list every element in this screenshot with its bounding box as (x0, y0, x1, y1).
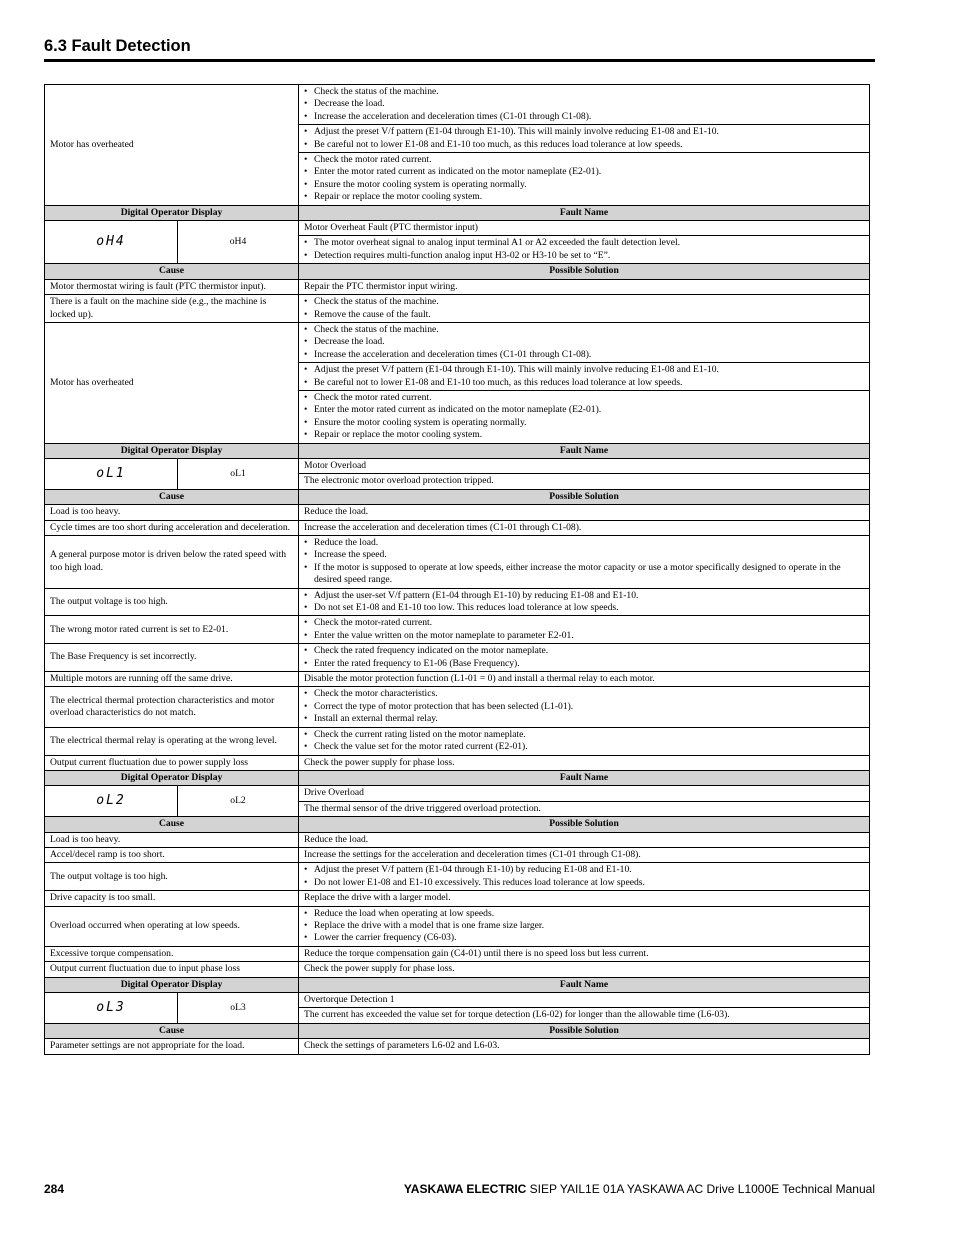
fault-name-header: Fault Name (299, 977, 870, 992)
bullet-item: • Ensure the motor cooling system is operating normally. (304, 417, 864, 429)
bullet-item: • Repair or replace the motor cooling system. (304, 429, 864, 441)
cause-cell: Drive capacity is too small. (45, 891, 299, 906)
bullet-item: • Enter the rated frequency to E1-06 (Base Frequency). (304, 658, 864, 670)
table-row (45, 687, 870, 727)
table-row (45, 1039, 870, 1054)
solution-cell (299, 85, 870, 125)
fault-row (45, 458, 870, 473)
table-row (45, 891, 870, 906)
solution-cell (299, 863, 870, 891)
cause-cell: The Base Frequency is set incorrectly. (45, 644, 299, 672)
fault-name: Motor Overheat Fault (PTC thermistor input) (299, 221, 870, 236)
bullet-item: • Do not set E1-08 and E1-10 too low. This reduces load tolerance at low speeds. (304, 602, 864, 614)
solution-cell: Reduce the load. (299, 505, 870, 520)
solution-cell: Reduce the load. (299, 832, 870, 847)
bullet-item: • Install an external thermal relay. (304, 713, 864, 725)
solution-cell (299, 644, 870, 672)
table-row (45, 946, 870, 961)
page-number: 284 (44, 1182, 65, 1196)
bullet-item: • Replace the drive with a model that is one frame size larger. (304, 920, 864, 932)
table-row (45, 616, 870, 644)
fault-name: Drive Overload (299, 786, 870, 801)
bullet-item: • Increase the acceleration and deceleration times (C1-01 through C1-08). (304, 349, 864, 361)
fault-code: oL1 (178, 458, 299, 489)
fault-description (299, 236, 870, 264)
header-row (45, 817, 870, 832)
bullet-item: • Enter the motor rated current as indicated on the motor nameplate (E2-01). (304, 404, 864, 416)
bullet-item: • Adjust the preset V/f pattern (E1-04 through E1-10) by reducing E1-08 and E1-10. (304, 864, 864, 876)
cause-cell: The output voltage is too high. (45, 863, 299, 891)
table-row (45, 520, 870, 535)
solution-cell (299, 153, 870, 206)
cause-cell: Overload occurred when operating at low speeds. (45, 906, 299, 946)
table-row (45, 588, 870, 616)
cause-cell: Excessive torque compensation. (45, 946, 299, 961)
bullet-item: • Check the value set for the motor rated current (E2-01). (304, 741, 864, 753)
cause-cell: Motor has overheated (45, 322, 299, 443)
bullet-item: • Increase the acceleration and deceleration times (C1-01 through C1-08). (304, 111, 864, 123)
table-row (45, 536, 870, 589)
fault-description: The electronic motor overload protection tripped. (299, 474, 870, 489)
bullet-item: • Check the motor characteristics. (304, 688, 864, 700)
bullet-item: • Check the status of the machine. (304, 296, 864, 308)
cause-cell: Motor thermostat wiring is fault (PTC thermistor input). (45, 279, 299, 294)
fault-code: oL3 (178, 993, 299, 1024)
table-row (45, 322, 870, 362)
display-header: Digital Operator Display (45, 770, 299, 785)
bullet-item: • Adjust the preset V/f pattern (E1-04 through E1-10). This will mainly involve reducing E1-08 and E1-10. (304, 126, 864, 138)
operator-display-glyph: oL2 (45, 786, 178, 817)
table-row (45, 505, 870, 520)
bullet-item: • Check the rated frequency indicated on the motor nameplate. (304, 645, 864, 657)
cause-cell: Load is too heavy. (45, 505, 299, 520)
bullet-item: • Adjust the user-set V/f pattern (E1-04 through E1-10) by reducing E1-08 and E1-10. (304, 590, 864, 602)
table-row (45, 847, 870, 862)
fault-name-header: Fault Name (299, 443, 870, 458)
fault-row (45, 993, 870, 1008)
cause-cell: The electrical thermal relay is operating at the wrong level. (45, 727, 299, 755)
bullet-item: • Lower the carrier frequency (C6-03). (304, 932, 864, 944)
cause-cell: Parameter settings are not appropriate for the load. (45, 1039, 299, 1054)
cause-cell: Load is too heavy. (45, 832, 299, 847)
table-row (45, 295, 870, 323)
fault-description: The thermal sensor of the drive triggered overload protection. (299, 801, 870, 816)
header-row (45, 264, 870, 279)
solution-cell (299, 616, 870, 644)
bullet-item: • Decrease the load. (304, 336, 864, 348)
table-row (45, 755, 870, 770)
solution-cell (299, 125, 870, 153)
table-row (45, 832, 870, 847)
fault-table-body (45, 85, 870, 1055)
section-title: 6.3 Fault Detection (44, 37, 191, 55)
table-row (45, 727, 870, 755)
solution-cell: Reduce the torque compensation gain (C4-01) until there is no speed loss but less current. (299, 946, 870, 961)
bullet-item: • Check the status of the machine. (304, 86, 864, 98)
solution-cell: Disable the motor protection function (L1-01 = 0) and install a thermal relay to each motor. (299, 672, 870, 687)
solution-cell (299, 322, 870, 362)
header-row (45, 205, 870, 220)
display-header: Digital Operator Display (45, 443, 299, 458)
bullet-item: • The motor overheat signal to analog input terminal A1 or A2 exceeded the fault detection level. (304, 237, 864, 249)
bullet-item: • Be careful not to lower E1-08 and E1-10 too much, as this reduces load tolerance at low speeds. (304, 139, 864, 151)
solution-cell (299, 390, 870, 443)
bullet-item: • Be careful not to lower E1-08 and E1-10 too much, as this reduces load tolerance at low speeds. (304, 377, 864, 389)
header-row (45, 977, 870, 992)
header-row (45, 443, 870, 458)
fault-table (44, 84, 870, 1055)
cause-header: Cause (45, 817, 299, 832)
bullet-item: • Check the motor rated current. (304, 154, 864, 166)
cause-header: Cause (45, 264, 299, 279)
bullet-item: • Adjust the preset V/f pattern (E1-04 through E1-10). This will mainly involve reducing E1-08 and E1-10. (304, 364, 864, 376)
bullet-item: • Reduce the load when operating at low speeds. (304, 908, 864, 920)
display-header: Digital Operator Display (45, 205, 299, 220)
cause-cell: The electrical thermal protection characteristics and motor overload characteristics do not match. (45, 687, 299, 727)
fault-name: Overtorque Detection 1 (299, 993, 870, 1008)
operator-display-glyph: oL3 (45, 993, 178, 1024)
solution-cell: Check the power supply for phase loss. (299, 962, 870, 977)
bullet-item: • Increase the speed. (304, 549, 864, 561)
solution-header: Possible Solution (299, 489, 870, 504)
solution-cell (299, 687, 870, 727)
header-row (45, 1023, 870, 1038)
cause-cell: The wrong motor rated current is set to E2-01. (45, 616, 299, 644)
fault-description: The current has exceeded the value set for torque detection (L6-02) for longer than the allowable time (L6-03). (299, 1008, 870, 1023)
cause-cell: A general purpose motor is driven below the rated speed with too high load. (45, 536, 299, 589)
header-row (45, 770, 870, 785)
solution-cell (299, 363, 870, 391)
bullet-item: • Check the status of the machine. (304, 324, 864, 336)
solution-cell (299, 906, 870, 946)
solution-header: Possible Solution (299, 1023, 870, 1038)
solution-cell: Replace the drive with a larger model. (299, 891, 870, 906)
table-row (45, 962, 870, 977)
operator-display-glyph: oH4 (45, 221, 178, 264)
solution-header: Possible Solution (299, 264, 870, 279)
footer-brand: YASKAWA ELECTRIC (403, 1182, 527, 1196)
table-row (45, 906, 870, 946)
solution-cell: Increase the settings for the acceleration and deceleration times (C1-01 through C1-08). (299, 847, 870, 862)
bullet-item: • Check the motor rated current. (304, 392, 864, 404)
cause-cell: Motor has overheated (45, 85, 299, 206)
cause-header: Cause (45, 1023, 299, 1038)
solution-cell (299, 727, 870, 755)
footer-manual: SIEP YAIL1E 01A YASKAWA AC Drive L1000E Technical Manual (526, 1182, 875, 1196)
fault-code: oL2 (178, 786, 299, 817)
solution-cell (299, 588, 870, 616)
fault-name-header: Fault Name (299, 770, 870, 785)
table-row (45, 672, 870, 687)
table-row (45, 644, 870, 672)
bullet-item: • Ensure the motor cooling system is operating normally. (304, 179, 864, 191)
table-row (45, 85, 870, 125)
cause-header: Cause (45, 489, 299, 504)
solution-cell: Check the settings of parameters L6-02 and L6-03. (299, 1039, 870, 1054)
solution-header: Possible Solution (299, 817, 870, 832)
fault-row (45, 221, 870, 236)
cause-cell: Cycle times are too short during acceleration and deceleration. (45, 520, 299, 535)
fault-row (45, 786, 870, 801)
bullet-item: • Remove the cause of the fault. (304, 309, 864, 321)
solution-cell (299, 295, 870, 323)
bullet-item: • Correct the type of motor protection that has been selected (L1-01). (304, 701, 864, 713)
solution-cell: Increase the acceleration and deceleration times (C1-01 through C1-08). (299, 520, 870, 535)
cause-cell: Output current fluctuation due to power supply loss (45, 755, 299, 770)
fault-code: oH4 (178, 221, 299, 264)
cause-cell: Output current fluctuation due to input phase loss (45, 962, 299, 977)
solution-cell: Repair the PTC thermistor input wiring. (299, 279, 870, 294)
cause-cell: Accel/decel ramp is too short. (45, 847, 299, 862)
bullet-item: • If the motor is supposed to operate at low speeds, either increase the motor capacity or use a motor specifically designed to operate in the desired speed range. (304, 562, 864, 587)
bullet-item: • Check the current rating listed on the motor nameplate. (304, 729, 864, 741)
table-row (45, 279, 870, 294)
table-row (45, 863, 870, 891)
footer-manual-title (404, 1182, 875, 1196)
bullet-item: • Check the motor-rated current. (304, 617, 864, 629)
cause-cell: The output voltage is too high. (45, 588, 299, 616)
solution-cell: Check the power supply for phase loss. (299, 755, 870, 770)
fault-name: Motor Overload (299, 458, 870, 473)
bullet-item: • Do not lower E1-08 and E1-10 excessively. This reduces load tolerance at low speeds. (304, 877, 864, 889)
bullet-item: • Detection requires multi-function analog input H3-02 or H3-10 be set to “E”. (304, 250, 864, 262)
header-row (45, 489, 870, 504)
cause-cell: Multiple motors are running off the same drive. (45, 672, 299, 687)
cause-cell: There is a fault on the machine side (e.g., the machine is locked up). (45, 295, 299, 323)
operator-display-glyph: oL1 (45, 458, 178, 489)
bullet-item: • Decrease the load. (304, 98, 864, 110)
bullet-item: • Reduce the load. (304, 537, 864, 549)
display-header: Digital Operator Display (45, 977, 299, 992)
title-rule (44, 59, 875, 62)
bullet-item: • Enter the motor rated current as indicated on the motor nameplate (E2-01). (304, 166, 864, 178)
fault-name-header: Fault Name (299, 205, 870, 220)
bullet-item: • Enter the value written on the motor nameplate to parameter E2-01. (304, 630, 864, 642)
solution-cell (299, 536, 870, 589)
bullet-item: • Repair or replace the motor cooling system. (304, 191, 864, 203)
